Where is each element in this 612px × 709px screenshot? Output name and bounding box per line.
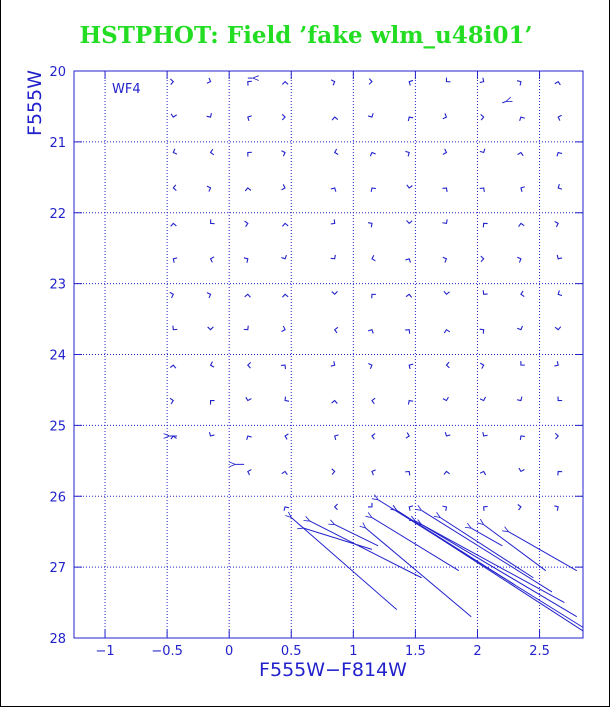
offset-marker [521, 361, 525, 365]
offset-marker [331, 188, 336, 192]
panel-label: WF4 [112, 82, 141, 97]
offset-marker [405, 330, 409, 334]
offset-marker [371, 188, 376, 192]
offset-marker [372, 255, 375, 261]
offset-marker [446, 362, 449, 368]
offset-marker [335, 435, 339, 440]
offset-marker [520, 117, 525, 121]
offset-marker [372, 470, 376, 475]
offset-marker [444, 330, 450, 333]
y-axis-label: F555W [24, 70, 46, 136]
offset-marker [335, 504, 338, 510]
offset-marker [518, 153, 524, 156]
offset-marker [555, 433, 558, 439]
offset-marker [335, 149, 338, 155]
offset-marker [405, 471, 410, 475]
recovery-vector [397, 510, 583, 630]
offset-marker [282, 471, 288, 474]
offset-marker [282, 223, 288, 226]
offset-marker [171, 223, 177, 226]
offset-marker [517, 397, 522, 401]
offset-marker [245, 188, 251, 191]
offset-marker [558, 471, 562, 475]
recovery-vector [415, 521, 564, 603]
offset-marker [558, 290, 562, 295]
offset-marker [481, 256, 484, 262]
offset-marker [557, 153, 562, 157]
offset-marker [244, 326, 248, 330]
x-tick-label: 2.5 [529, 644, 550, 659]
offset-marker [368, 223, 372, 228]
offset-marker [211, 149, 214, 155]
offset-marker [408, 401, 413, 405]
offset-marker [285, 434, 288, 440]
offset-marker [555, 82, 561, 85]
offset-marker [173, 185, 176, 191]
offset-marker [409, 506, 413, 511]
offset-marker [170, 292, 174, 297]
recovery-vector [310, 521, 422, 578]
x-tick-label: 1.5 [405, 644, 426, 659]
offset-marker [331, 255, 336, 259]
recovery-vector [366, 528, 472, 617]
offset-marker [331, 219, 335, 224]
offset-marker [521, 187, 525, 192]
y-tick-label: 27 [49, 561, 66, 577]
offset-marker [517, 81, 521, 86]
offset-marker [285, 397, 289, 402]
offset-marker [209, 432, 214, 436]
y-tick-label: 24 [49, 348, 66, 364]
offset-marker [170, 79, 173, 85]
offset-marker [409, 364, 413, 369]
y-tick-label: 23 [49, 277, 66, 293]
offset-marker [517, 257, 521, 262]
offset-marker [171, 114, 177, 117]
offset-marker [207, 293, 211, 298]
offset-marker [405, 151, 409, 156]
offset-marker [173, 258, 177, 263]
offset-marker [442, 188, 447, 192]
offset-marker [248, 152, 252, 156]
offset-marker [207, 78, 211, 83]
tick-layer [49, 65, 583, 659]
offset-marker [332, 469, 335, 475]
recovery-vector [304, 528, 372, 549]
offset-marker [284, 507, 289, 511]
offset-marker [211, 219, 215, 223]
x-tick-label: 2 [473, 644, 482, 659]
offset-marker [281, 151, 285, 156]
offset-marker [558, 397, 562, 401]
recovery-vector [422, 510, 552, 592]
offset-marker [281, 255, 286, 259]
x-axis-label: F555W−F814W [259, 659, 407, 681]
offset-marker [331, 80, 335, 85]
offset-marker [557, 255, 562, 259]
marker-layer [170, 78, 562, 511]
offset-marker [480, 188, 485, 192]
offset-marker [443, 506, 447, 511]
y-tick-label: 28 [49, 632, 66, 647]
vector-layer [170, 78, 583, 631]
offset-marker [483, 432, 488, 436]
offset-marker [443, 257, 447, 262]
offset-marker [332, 401, 338, 404]
offset-marker [554, 361, 558, 366]
offset-marker [207, 186, 211, 191]
x-tick-label: 1 [349, 644, 358, 659]
offset-marker [443, 397, 449, 400]
offset-marker [248, 116, 252, 121]
offset-marker [445, 432, 450, 436]
offset-marker [521, 291, 524, 297]
offset-marker [480, 149, 485, 153]
offset-marker [481, 114, 484, 120]
offset-marker [443, 149, 447, 154]
offset-marker [332, 291, 338, 294]
offset-marker [210, 401, 214, 405]
x-tick-label: 0.5 [280, 644, 302, 659]
recovery-vector [335, 525, 378, 546]
offset-marker [246, 397, 252, 400]
offset-marker [281, 365, 285, 369]
offset-marker [519, 468, 525, 471]
offset-marker [170, 365, 176, 368]
offset-marker [407, 185, 413, 188]
offset-marker [282, 294, 288, 297]
offset-marker [173, 149, 177, 154]
offset-marker [247, 436, 252, 440]
offset-marker [554, 506, 558, 511]
offset-marker [282, 184, 286, 189]
offset-marker [517, 326, 522, 330]
offset-marker [480, 471, 486, 474]
offset-marker [368, 113, 373, 117]
recovery-vector [422, 525, 577, 617]
offset-marker [369, 79, 372, 85]
offset-marker [332, 117, 338, 120]
y-tick-label: 25 [49, 419, 66, 435]
offset-marker [480, 329, 484, 334]
offset-marker [444, 291, 450, 294]
offset-marker [480, 397, 485, 401]
offset-marker [173, 326, 177, 330]
y-tick-label: 20 [49, 65, 66, 80]
offset-marker [368, 330, 373, 334]
offset-marker [372, 398, 375, 404]
offset-marker [406, 433, 409, 439]
offset-marker [335, 327, 338, 333]
offset-marker [480, 78, 484, 83]
y-tick-label: 22 [49, 206, 66, 222]
offset-marker [282, 114, 285, 120]
offset-marker [409, 80, 413, 85]
offset-marker [248, 470, 252, 475]
offset-marker [405, 259, 410, 263]
chart-title: HSTPHOT: Field ’fake wlm_u48i01’ [79, 22, 533, 49]
offset-marker [244, 258, 248, 263]
offset-marker [248, 362, 251, 368]
offset-marker [372, 434, 375, 440]
offset-marker [211, 257, 215, 262]
offset-marker [483, 223, 487, 227]
offset-marker [558, 184, 562, 189]
recovery-vector [291, 518, 397, 610]
offset-marker [443, 113, 447, 118]
offset-marker [368, 363, 372, 368]
offset-marker [370, 153, 375, 157]
y-tick-label: 26 [49, 490, 66, 506]
offset-marker [245, 221, 248, 227]
offset-marker [282, 82, 288, 85]
x-tick-label: 0 [225, 644, 234, 659]
offset-marker [555, 222, 559, 227]
offset-marker [520, 436, 525, 440]
offset-marker [248, 81, 252, 85]
offset-marker [555, 327, 561, 330]
recovery-vector [378, 500, 583, 628]
offset-marker [207, 113, 212, 117]
offset-marker [519, 223, 525, 226]
offset-marker [442, 219, 447, 223]
y-tick-label: 21 [49, 135, 66, 151]
offset-marker [211, 362, 214, 368]
offset-marker [368, 503, 372, 507]
offset-marker [484, 506, 488, 510]
offset-marker [245, 294, 251, 297]
recovery-vector [502, 101, 506, 102]
offset-marker [480, 363, 483, 369]
offset-marker [372, 294, 376, 298]
offset-marker [408, 117, 413, 121]
grid-layer [74, 71, 583, 638]
x-tick-label: −0.5 [151, 644, 183, 659]
offset-marker [406, 294, 412, 297]
offset-marker [446, 78, 450, 82]
offset-marker [558, 115, 562, 120]
offset-marker [518, 504, 521, 510]
x-tick-label: −1 [95, 644, 115, 659]
offset-marker [281, 326, 285, 331]
offset-marker [444, 471, 450, 474]
offset-marker [208, 327, 214, 330]
offset-marker [331, 361, 335, 366]
recovery-vector [471, 528, 502, 546]
offset-marker [483, 290, 487, 294]
offset-marker [170, 398, 173, 404]
offset-marker [406, 220, 412, 223]
